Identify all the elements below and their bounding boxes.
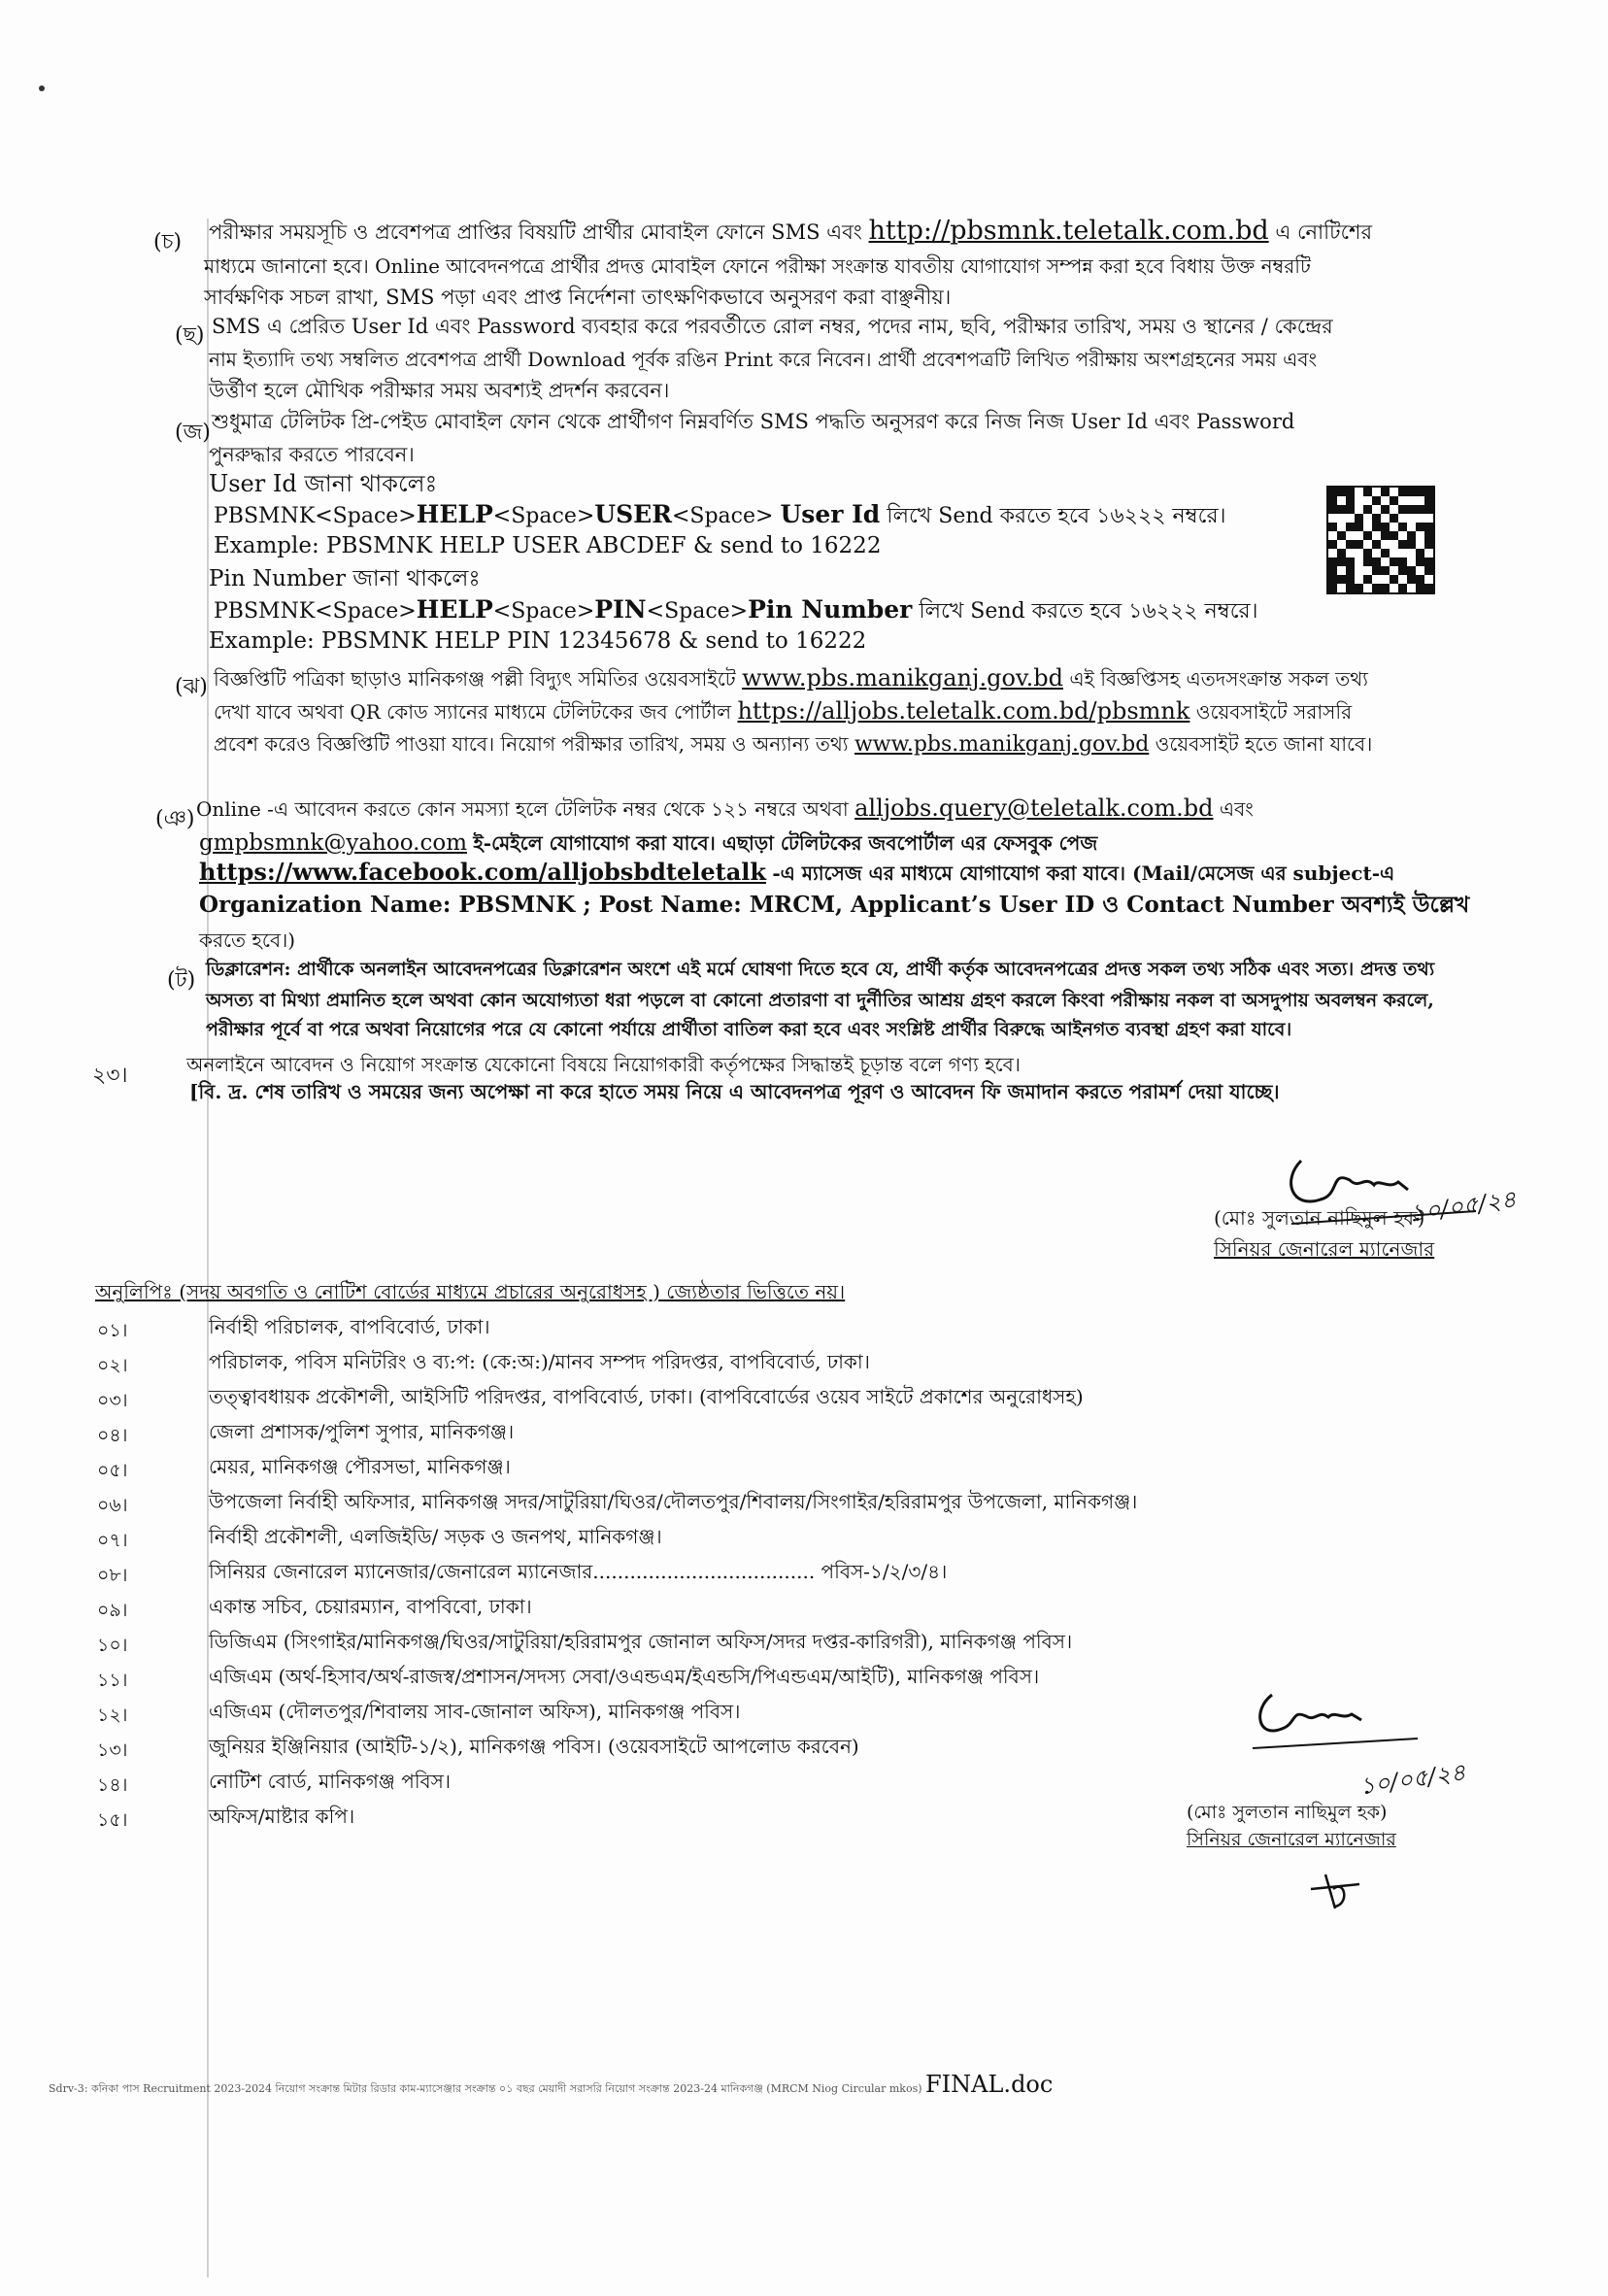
cc-item-number: ০৩। bbox=[97, 1390, 128, 1411]
item-yo-line4: Organization Name: PBSMNK ; Post Name: MRCM, Applicant’s User ID ও Contact Number অবশ্যই উল্লেখ bbox=[199, 892, 1470, 918]
cc-item-number: ০৪। bbox=[97, 1425, 128, 1446]
signature-1-title: সিনিয়র জেনারেল ম্যানেজার bbox=[1214, 1237, 1435, 1261]
userid-sms-format: PBSMNK<Space>HELP<Space>USER<Space> User Id লিখে Send করতে হবে ১৬২২২ নম্বরে। bbox=[214, 500, 1226, 528]
item-t-line3: পরীক্ষার পূর্বে বা পরে অথবা নিয়োগের পরে যে কোনো পর্যায়ে প্রার্থীতা বাতিল করা হবে এবং সংশ্লিষ্ট প্রার্থীর বিরুদ্ধে আইনগত ব্যবস্থা গ্রহণ করা যাবে। bbox=[206, 1019, 1292, 1040]
pbs-website-link[interactable]: www.pbs.manikganj.gov.bd bbox=[742, 664, 1063, 692]
cc-item-number: ০১। bbox=[97, 1320, 128, 1341]
cc-item-text: নির্বাহী পরিচালক, বাপবিবোর্ড, ঢাকা। bbox=[209, 1315, 490, 1338]
note-line: [বি. দ্র. শেষ তারিখ ও সময়ের জন্য অপেক্ষা না করে হাতে সময় নিয়ে এ আবেদনপত্র পূরণ ও আবেদন ফি জমাদান করতে পরামর্শ দেয়া যাচ্ছে। bbox=[189, 1080, 1280, 1103]
item-jh-line3: প্রবেশ করেও বিজ্ঞপ্তিটি পাওয়া যাবে। নিয়োগ পরীক্ষার তারিখ, সময় ও অন্যান্য তথ্য www.pbs.manikganj.gov.bd ওয়েবসাইট হতে জানা যাবে। bbox=[214, 732, 1373, 757]
item-t-line1: ডিক্লারেশন: প্রার্থীকে অনলাইন আবেদনপত্রের ডিক্লারেশন অংশে এই মর্মে ঘোষণা দিতে হবে যে, প্রার্থী কর্তৃক আবেদনপত্রের প্রদত্ত সকল তথ্য সঠিক এবং সত্য। প্রদত্ত তথ্য bbox=[206, 959, 1435, 980]
initials-mark bbox=[1306, 1870, 1364, 1918]
userid-example: Example: PBSMNK HELP USER ABCDEF & send to 16222 bbox=[214, 533, 882, 558]
cc-item-text: অফিস/মাষ্টার কপি। bbox=[209, 1805, 355, 1828]
signature-2-name: (মোঃ সুলতান নাছিমুল হক) bbox=[1187, 1802, 1388, 1823]
item-yo-line2: gmpbsmnk@yahoo.com ই-মেইলে যোগাযোগ করা যাবে। এছাড়া টেলিটকের জবপোর্টাল এর ফেসবুক পেজ bbox=[199, 830, 1098, 856]
item-label-j: (জ) bbox=[175, 421, 211, 445]
item-yo-line1: Online -এ আবেদন করতে কোন সমস্যা হলে টেলিটক নম্বর থেকে ১২১ নম্বরে অথবা alljobs.query@teletalk.com.bd এবং bbox=[196, 794, 1254, 822]
item-label-23: ২৩। bbox=[92, 1064, 128, 1088]
gm-email-link[interactable]: gmpbsmnk@yahoo.com bbox=[199, 830, 467, 856]
pbs-website-link-2[interactable]: www.pbs.manikganj.gov.bd bbox=[854, 732, 1150, 757]
signature-2 bbox=[1233, 1685, 1427, 1763]
item-label-chh: (ছ) bbox=[175, 323, 205, 348]
cc-item-number: ০৮। bbox=[97, 1565, 128, 1586]
facebook-link[interactable]: https://www.facebook.com/alljobsbdteletalk bbox=[199, 858, 767, 886]
cc-item-number: ১৫। bbox=[97, 1809, 128, 1831]
speck bbox=[39, 85, 45, 91]
alljobs-link[interactable]: https://alljobs.teletalk.com.bd/pbsmnk bbox=[737, 697, 1190, 725]
pin-example: Example: PBSMNK HELP PIN 12345678 & send to 16222 bbox=[209, 628, 867, 654]
margin-line bbox=[207, 219, 209, 2278]
signature-1-date: ১০/০৫/২৪ bbox=[1408, 1185, 1519, 1228]
signature-2-date: ১০/০৫/২৪ bbox=[1357, 1758, 1468, 1801]
cc-item-text: এজিএম (দৌলতপুর/শিবালয় সাব-জোনাল অফিস), মানিকগঞ্জ পবিস। bbox=[209, 1700, 741, 1723]
cc-item-number: ১০। bbox=[97, 1635, 128, 1656]
item-chh-line1: SMS এ প্রেরিত User Id এবং Password ব্যবহার করে পরবর্তীতে রোল নম্বর, পদের নাম, ছবি, পরীক্ষার তারিখ, সময় ও স্থানের / কেন্দ্রের bbox=[212, 315, 1333, 338]
cc-item-number: ০৫। bbox=[97, 1460, 128, 1481]
item-label-yo: (ঞ) bbox=[155, 807, 195, 831]
cc-item-text: মেয়র, মানিকগঞ্জ পৌরসভা, মানিকগঞ্জ। bbox=[209, 1455, 511, 1478]
cc-item-number: ১৪। bbox=[97, 1774, 128, 1796]
item-j-line2: পুনরুদ্ধার করতে পারবেন। bbox=[209, 443, 415, 466]
cc-item-number: ০৭। bbox=[97, 1530, 128, 1551]
userid-known: User Id জানা থাকলেঃ bbox=[209, 470, 438, 497]
item-label-ch: (চ) bbox=[153, 230, 183, 254]
item-yo-line5: করতে হবে।) bbox=[199, 929, 296, 952]
cc-item-text: সিনিয়র জেনারেল ম্যানেজার/জেনারেল ম্যানেজার.................................... পবিস-১/২/৩/৪। bbox=[209, 1560, 948, 1583]
item-ch-line3: সার্বক্ষণিক সচল রাখা, SMS পড়া এবং প্রাপ্ত নির্দেশনা তাৎক্ষণিকভাবে অনুসরণ করা বাঞ্ছনীয়। bbox=[204, 286, 952, 309]
cc-item-number: ১৩। bbox=[97, 1739, 128, 1761]
item-23-line1: অনলাইনে আবেদন ও নিয়োগ সংক্রান্ত যেকোনো বিষয়ে নিয়োগকারী কর্তৃপক্ষের সিদ্ধান্তই চূড়ান্ত বলে গণ্য হবে। bbox=[186, 1053, 1021, 1076]
cc-item-text: উপজেলা নির্বাহী অফিসার, মানিকগঞ্জ সদর/সাটুরিয়া/ঘিওর/দৌলতপুর/শিবালয়/সিংগাইর/হরিরামপুর উপজেলা, মানিকগঞ্জ। bbox=[209, 1490, 1138, 1513]
qr-code[interactable] bbox=[1326, 486, 1435, 594]
item-ch-line1: পরীক্ষার সময়সূচি ও প্রবেশপত্র প্রাপ্তির বিষয়টি প্রার্থীর মোবাইল ফোনে SMS এবং http://pbsmnk.teletalk.com.bd এ নোটিশের bbox=[209, 216, 1373, 246]
cc-item-text: নোটিশ বোর্ড, মানিকগঞ্জ পবিস। bbox=[209, 1770, 452, 1793]
item-chh-line3: উর্ত্তীণ হলে মৌখিক পরীক্ষার সময় অবশ্যই প্রদর্শন করবেন। bbox=[209, 379, 670, 402]
cc-item-number: ১২। bbox=[97, 1705, 128, 1726]
cc-item-number: ০২। bbox=[97, 1355, 128, 1376]
pin-sms-format: PBSMNK<Space>HELP<Space>PIN<Space>Pin Number লিখে Send করতে হবে ১৬২২২ নম্বরে। bbox=[214, 595, 1258, 624]
cc-item-number: ০৬। bbox=[97, 1495, 128, 1516]
cc-item-text: পরিচালক, পবিস মনিটরিং ও ব্য:প: (কে:অ:)/মানব সম্পদ পরিদপ্তর, বাপবিবোর্ড, ঢাকা। bbox=[209, 1350, 870, 1373]
cc-item-text: নির্বাহী প্রকৌশলী, এলজিইডি/ সড়ক ও জনপথ, মানিকগঞ্জ। bbox=[209, 1525, 662, 1548]
item-label-t: (ট) bbox=[167, 968, 196, 993]
cc-item-number: ০৯। bbox=[97, 1600, 128, 1621]
signature-2-title: সিনিয়র জেনারেল ম্যানেজার bbox=[1187, 1829, 1396, 1850]
cc-item-text: জেলা প্রশাসক/পুলিশ সুপার, মানিকগঞ্জ। bbox=[209, 1420, 515, 1443]
footer bbox=[49, 2071, 1053, 2099]
query-email-link[interactable]: alljobs.query@teletalk.com.bd bbox=[854, 794, 1214, 822]
cc-item-text: জুনিয়র ইঞ্জিনিয়ার (আইটি-১/২), মানিকগঞ্জ পবিস। (ওয়েবসাইটে আপলোড করবেন) bbox=[209, 1735, 859, 1758]
item-ch-line2: মাধ্যমে জানানো হবে। Online আবেদনপত্রে প্রার্থীর প্রদত্ত মোবাইল ফোনে পরীক্ষা সংক্রান্ত যাবতীয় যোগাযোগ সম্পন্ন করা হবে বিধায় উক্ত নম্বরটি bbox=[204, 254, 1311, 278]
item-chh-line2: নাম ইত্যাদি তথ্য সম্বলিত প্রবেশপত্র প্রার্থী Download পূর্বক রঙিন Print করে নিবেন। প্রার্থী প্রবেশপত্রটি লিখিত পরীক্ষায় অংশগ্রহনের সময় এবং bbox=[209, 348, 1318, 371]
signature-1-name: (মোঃ সুলতান নাছিমুল হক) bbox=[1214, 1206, 1425, 1230]
item-jh-line2: দেখা যাবে অথবা QR কোড স্যানের মাধ্যমে টেলিটকের জব পোর্টাল https://alljobs.teletalk.com.bd/pbsmnk ওয়েবসাইটে সরাসরি bbox=[214, 697, 1353, 725]
teletalk-link[interactable]: http://pbsmnk.teletalk.com.bd bbox=[868, 216, 1269, 246]
cc-item-text: তত্ত্বাবধায়ক প্রকৌশলী, আইসিটি পরিদপ্তর, বাপবিবোর্ড, ঢাকা। (বাপবিবোর্ডের ওয়েব সাইটে প্রকাশের অনুরোধসহ) bbox=[209, 1385, 1084, 1408]
cc-item-text: ডিজিএম (সিংগাইর/মানিকগঞ্জ/ঘিওর/সাটুরিয়া/হরিরামপুর জোনাল অফিস/সদর দপ্তর-কারিগরী), মানিকগঞ্জ পবিস। bbox=[209, 1630, 1073, 1653]
item-t-line2: অসত্য বা মিথ্যা প্রমানিত হলে অথবা কোন অযোগ্যতা ধরা পড়লে বা কোনো প্রতারণা বা দুর্নীতির আশ্রয় গ্রহণ করলে কিংবা পরীক্ষায় নকল বা অসদুপায় অবলম্বন করলে, bbox=[206, 990, 1434, 1011]
item-j-line1: শুধুমাত্র টেলিটক প্রি-পেইড মোবাইল ফোন থেকে প্রার্থীগণ নিম্নবর্ণিত SMS পদ্ধতি অনুসরণ করে নিজ নিজ User Id এবং Password bbox=[212, 410, 1295, 433]
item-label-jh: (ঝ) bbox=[175, 675, 208, 699]
cc-item-text: এজিএম (অর্থ-হিসাব/অর্থ-রাজস্ব/প্রশাসন/সদস্য সেবা/ওএন্ডএম/ইএন্ডসি/পিএন্ডএম/আইটি), মানিকগঞ্জ পবিস। bbox=[209, 1665, 1040, 1688]
footer-filename: FINAL.doc bbox=[925, 2071, 1054, 2098]
footer-path: Sdrv-3: কনিকা পাস Recruitment 2023-2024 নিয়োগ সংক্রান্ত মিটার রিডার কাম-ম্যাসেঞ্জার সংক্রান্ত ০১ বছর মেয়াদী সরাসরি নিয়োগ সংক্রান্ত 2023-24 মানিকগঞ্জ (MRCM Niog Circular mkos) bbox=[49, 2082, 922, 2095]
cc-item-number: ১১। bbox=[97, 1670, 128, 1691]
item-yo-line3: https://www.facebook.com/alljobsbdteletalk -এ ম্যাসেজ এর মাধ্যমে যোগাযোগ করা যাবে। (Mail/মেসেজ এর subject-এ bbox=[199, 858, 1395, 886]
cc-item-text: একান্ত সচিব, চেয়ারম্যান, বাপবিবো, ঢাকা। bbox=[209, 1595, 532, 1618]
pin-known: Pin Number জানা থাকলেঃ bbox=[209, 566, 481, 591]
cc-header: অনুলিপিঃ (সদয় অবগতি ও নোটিশ বোর্ডের মাধ্যমে প্রচারের অনুরোধসহ ) জ্যেষ্ঠতার ভিত্তিতে নয়। bbox=[95, 1280, 846, 1303]
item-jh-line1: বিজ্ঞপ্তিটি পত্রিকা ছাড়াও মানিকগঞ্জ পল্লী বিদ্যুৎ সমিতির ওয়েবসাইটে www.pbs.manikganj.gov.bd এই বিজ্ঞপ্তিসহ এতদসংক্রান্ত সকল তথ্য bbox=[214, 664, 1368, 692]
